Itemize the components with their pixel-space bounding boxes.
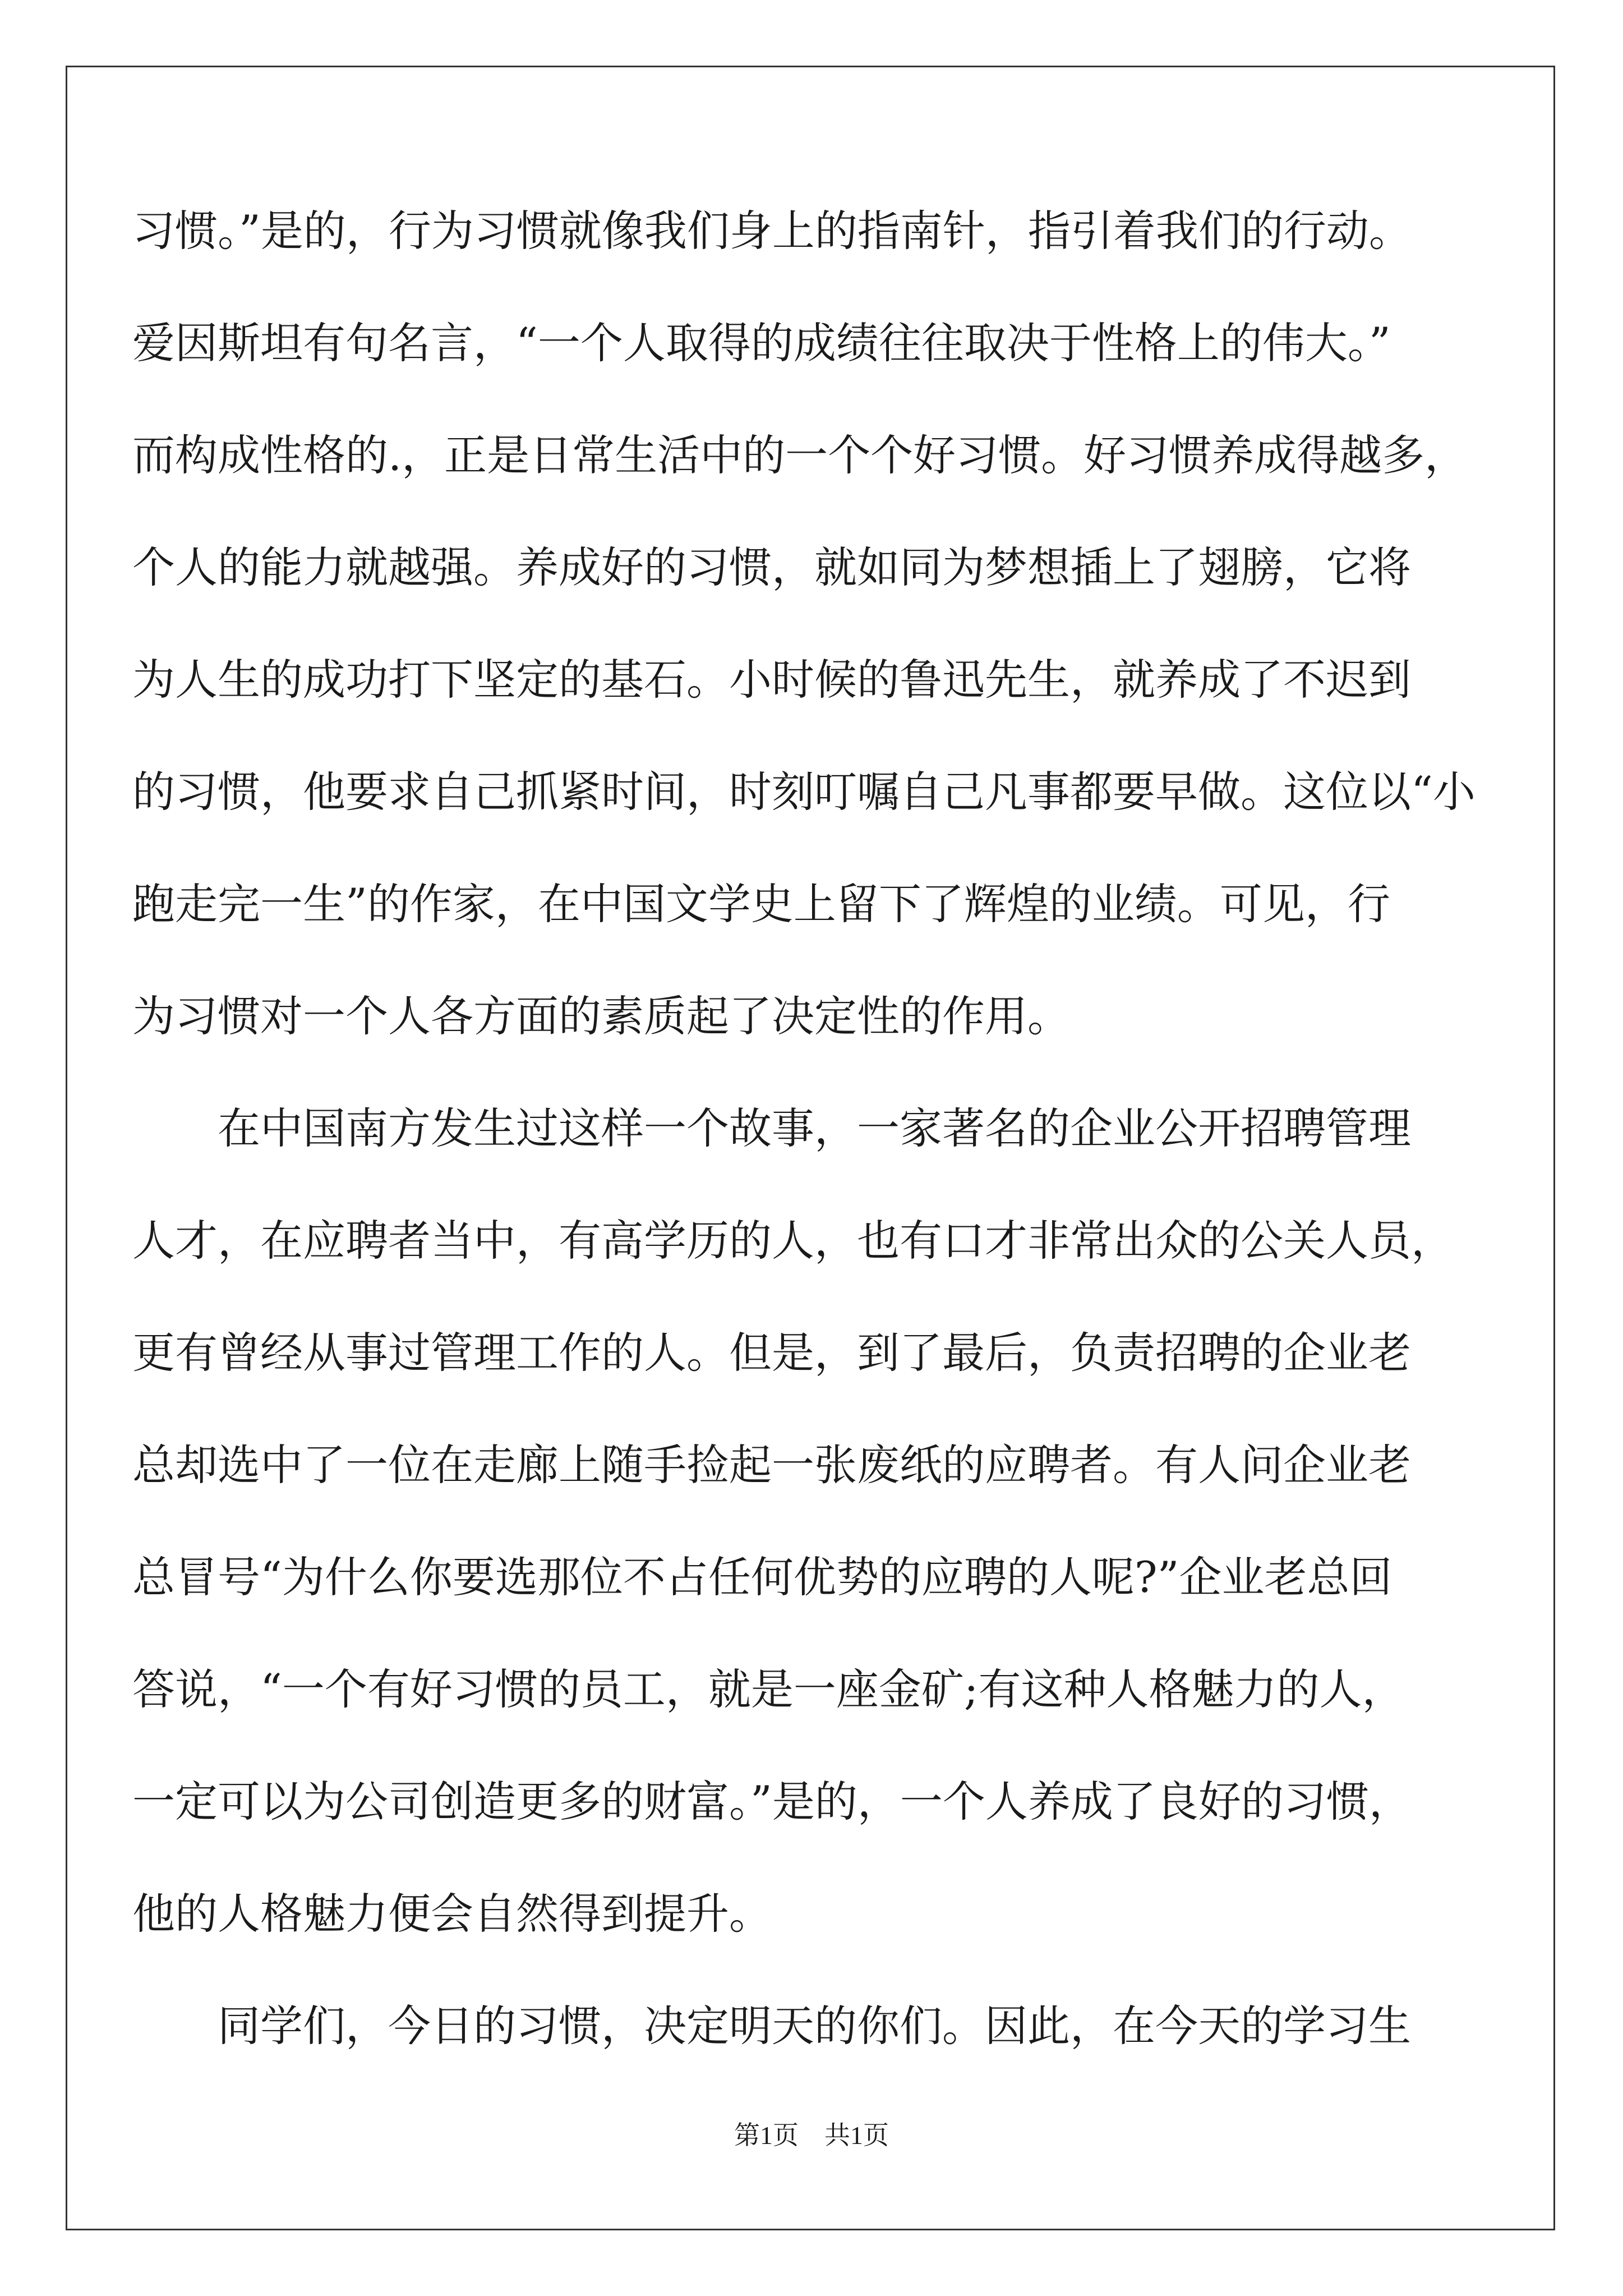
text-line: 而构成性格的.，正是日常生活中的一个个好习惯。好习惯养成得越多， bbox=[132, 430, 1468, 480]
text-line: 他的人格魅力便会自然得到提升。 bbox=[132, 1889, 772, 1939]
paragraph-start-line: 同学们，今日的习惯，决定明天的你们。因此，在今天的学习生 bbox=[218, 2001, 1411, 2051]
text-line: 总却选中了一位在走廊上随手捡起一张废纸的应聘者。有人问企业老 bbox=[132, 1440, 1411, 1490]
text-line: 习惯。”是的，行为习惯就像我们身上的指南针，指引着我们的行动。 bbox=[132, 206, 1412, 256]
text-line: 为人生的成功打下坚定的基石。小时候的鲁迅先生，就养成了不迟到 bbox=[132, 655, 1411, 705]
paragraph-start-line: 在中国南方发生过这样一个故事，一家著名的企业公开招聘管理 bbox=[218, 1103, 1411, 1153]
text-line: 更有曾经从事过管理工作的人。但是，到了最后，负责招聘的企业老 bbox=[132, 1328, 1411, 1378]
text-line: 人才，在应聘者当中，有高学历的人，也有口才非常出众的公关人员， bbox=[132, 1216, 1454, 1266]
text-line: 个人的能力就越强。养成好的习惯，就如同为梦想插上了翅膀，它将 bbox=[132, 542, 1411, 592]
text-line: 爱因斯坦有句名言，“一个人取得的成绩往往取决于性格上的伟大。” bbox=[132, 318, 1391, 368]
text-line: 一定可以为公司创造更多的财富。”是的，一个人养成了良好的习惯， bbox=[132, 1777, 1412, 1826]
page-number-footer: 第1页 共1页 bbox=[734, 2121, 889, 2150]
text-line: 的习惯，他要求自己抓紧时间，时刻叮嘱自己凡事都要早做。这位以“小 bbox=[132, 767, 1476, 817]
text-line: 总冒号“为什么你要选那位不占任何优势的应聘的人呢?”企业老总回 bbox=[132, 1552, 1393, 1602]
text-line: 为习惯对一个人各方面的素质起了决定性的作用。 bbox=[132, 991, 1070, 1041]
text-line: 答说，“一个有好习惯的员工，就是一座金矿;有这种人格魅力的人， bbox=[132, 1664, 1405, 1714]
document-body bbox=[132, 175, 1491, 2082]
text-line: 跑走完一生”的作家，在中国文学史上留下了辉煌的业绩。可见，行 bbox=[132, 879, 1390, 929]
